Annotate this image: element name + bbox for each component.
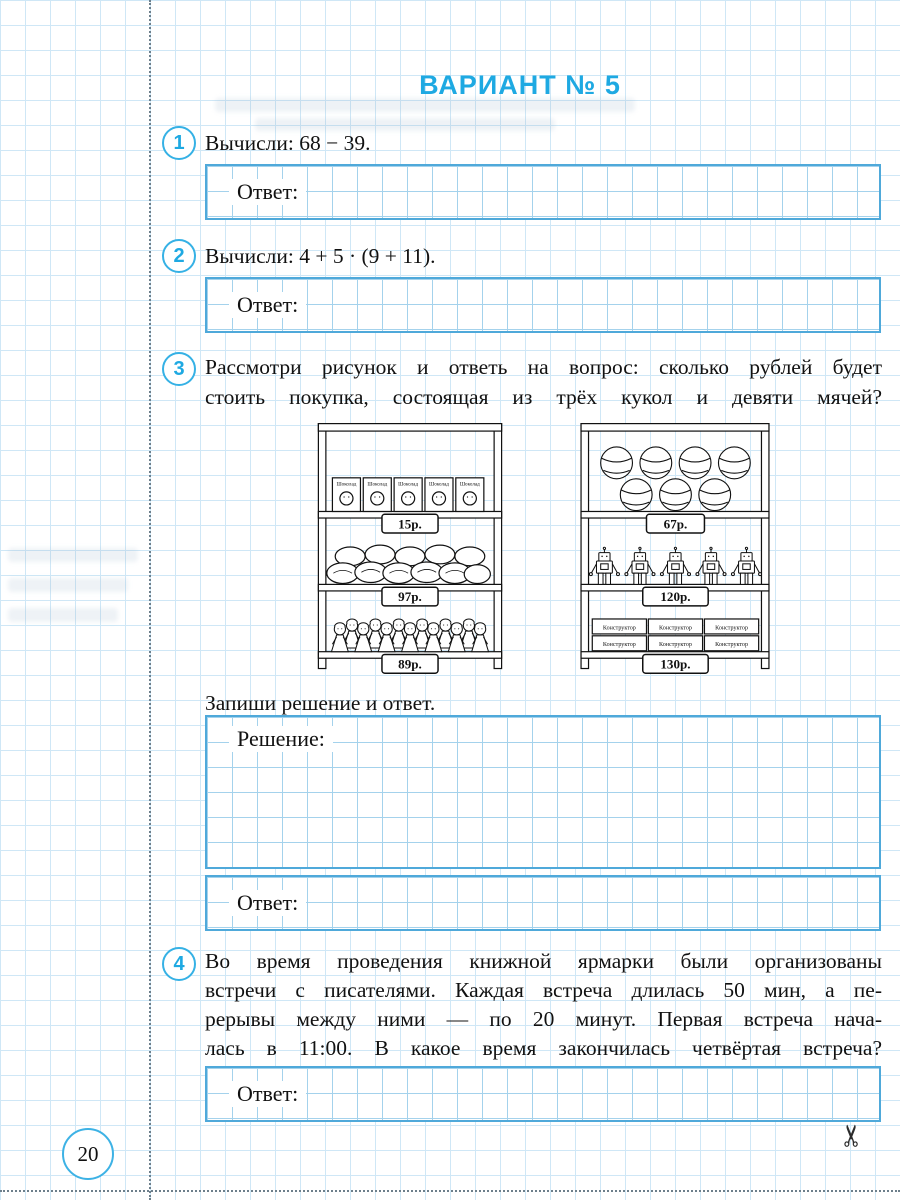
scissors-icon: ✂ (835, 1122, 871, 1149)
price-tag-dolls (381, 655, 437, 674)
task-4-line-2: встречи с писателями. Каждая встреча длилась 50 мин, а пе- (205, 978, 882, 1002)
svg-text:Конструктор: Конструктор (658, 625, 692, 632)
task-2-answer-box[interactable] (205, 277, 881, 333)
answer-label: Ответ: (229, 292, 306, 318)
task-1-number: 1 (162, 126, 196, 160)
task-1-answer-box[interactable] (205, 164, 881, 220)
task-4-line-1: Во время проведения книжной ярмарки были организованы (205, 949, 882, 973)
answer-label: Ответ: (229, 179, 306, 205)
chocolate-boxes (332, 478, 483, 512)
constructor-boxes (592, 619, 758, 651)
balls (600, 447, 750, 511)
right-shelf (579, 418, 771, 676)
svg-text:Шоколад: Шоколад (397, 481, 418, 488)
left-shelf (316, 418, 504, 676)
price-tag-robots (642, 587, 707, 606)
svg-text:89р.: 89р. (397, 656, 422, 672)
page-title: ВАРИАНТ № 5 (419, 70, 621, 100)
print-bleed-artifact (8, 608, 118, 622)
task-4-line-3: рерывы между ними — по 20 минут. Первая встреча нача- (205, 1007, 882, 1031)
task-4-text (205, 947, 882, 1063)
price-tag-chocolate (381, 514, 437, 533)
print-bleed-artifact (8, 548, 138, 562)
plush-toys (326, 545, 490, 583)
answer-label: Ответ: (229, 1081, 306, 1107)
price-tag-balls (646, 514, 704, 533)
shop-shelves-illustration (205, 418, 881, 680)
svg-text:120р.: 120р. (659, 589, 691, 605)
svg-text:Конструктор: Конструктор (714, 642, 748, 649)
perforation-line-left (149, 0, 151, 1200)
dolls (331, 619, 488, 652)
task-3-subtext: Запиши решение и ответ. (205, 691, 436, 715)
svg-text:Конструктор: Конструктор (602, 625, 636, 632)
task-2-text: Вычисли: 4 + 5 · (9 + 11). (205, 244, 436, 268)
task-1-text: Вычисли: 68 − 39. (205, 131, 371, 155)
answer-label: Ответ: (229, 890, 306, 916)
svg-text:Конструктор: Конструктор (658, 642, 692, 649)
robots (589, 547, 761, 584)
svg-text:130р.: 130р. (659, 656, 691, 672)
svg-text:15р.: 15р. (397, 516, 422, 532)
svg-text:Шоколад: Шоколад (459, 481, 480, 488)
svg-text:Шоколад: Шоколад (366, 481, 387, 488)
task-4-line-4: лась в 11:00. В какое время закончилась четвёртая встреча? (205, 1036, 882, 1060)
task-3-number: 3 (162, 352, 196, 386)
task-3-answer-box[interactable] (205, 875, 881, 931)
task-2-number: 2 (162, 239, 196, 273)
solution-label: Решение: (229, 726, 333, 752)
svg-text:97р.: 97р. (397, 589, 422, 605)
print-bleed-artifact (8, 578, 128, 592)
task-4-number: 4 (162, 947, 196, 981)
task-3-line-1: Рассмотри рисунок и ответь на вопрос: сколько рублей будет (205, 355, 882, 379)
task-3-text (205, 352, 882, 412)
svg-text:67р.: 67р. (663, 516, 687, 532)
page-number-badge: 20 (62, 1128, 114, 1180)
task-4-answer-box[interactable] (205, 1066, 881, 1122)
task-3-line-2: стоить покупка, состоящая из трёх кукол и девяти мячей? (205, 385, 882, 409)
svg-text:Конструктор: Конструктор (602, 642, 636, 649)
task-3-solution-box[interactable] (205, 715, 881, 869)
perforation-line-bottom (0, 1190, 900, 1192)
svg-text:Шоколад: Шоколад (428, 481, 449, 488)
svg-text:Шоколад: Шоколад (335, 481, 356, 488)
svg-text:Конструктор: Конструктор (714, 625, 748, 632)
price-tag-constructor (642, 655, 707, 674)
price-tag-plush (381, 587, 437, 606)
